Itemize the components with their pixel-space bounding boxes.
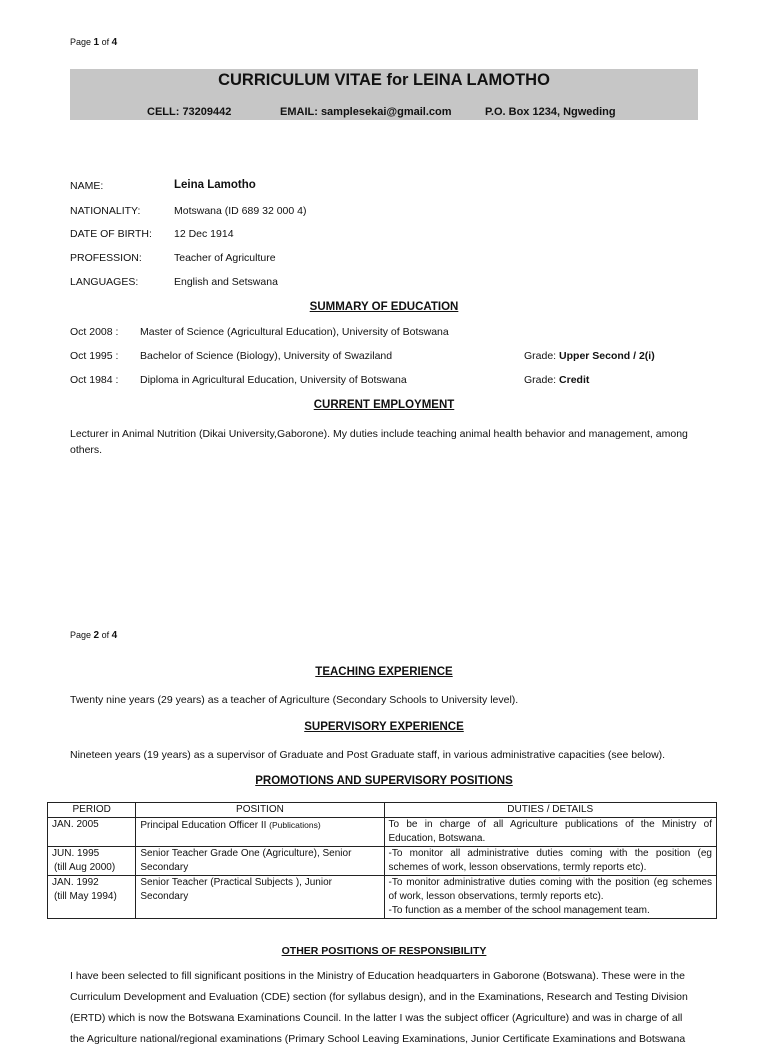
languages-value: English and Setswana bbox=[174, 276, 278, 288]
name-value: Leina Lamotho bbox=[174, 179, 256, 191]
other-positions-text: I have been selected to fill significant positions in the Ministry of Education headquarters in Gaborone (Botswana). These were in the Curriculum Development and Evaluation (CDE) section (for syllabus design), and in the Examinations, Research and Testing Division (ERTD) which is now the Botswana Examinations Council. In the latter I was the subject officer (Agriculture) and was in charge of all the Agriculture national/regional examinations (Primary School Leaving Examinations, Junior Certificate Examinations and Botswana bbox=[70, 970, 688, 1045]
education-date: Oct 1995 : bbox=[70, 350, 119, 362]
page-number-2: Page 2 of 4 bbox=[70, 630, 118, 641]
supervisory-heading: SUPERVISORY EXPERIENCE bbox=[304, 721, 464, 733]
education-date: Oct 1984 : bbox=[70, 374, 119, 386]
page-number-1: Page 1 of 4 bbox=[70, 37, 118, 48]
period-cell: JUN. 1995 (till Aug 2000) bbox=[48, 847, 136, 876]
nationality-value: Motswana (ID 689 32 000 4) bbox=[174, 205, 307, 217]
employment-text: Lecturer in Animal Nutrition (Dikai University,Gaborone). My duties include teaching animal health behavior and management, among others. bbox=[70, 428, 688, 456]
supervisory-text: Nineteen years (19 years) as a supervisor of Graduate and Post Graduate staff, in various administrative capacities (see below). bbox=[70, 749, 666, 761]
column-header-period: PERIOD bbox=[48, 803, 136, 818]
period-cell: JAN. 1992 (till May 1994) bbox=[48, 876, 136, 919]
column-header-position: POSITION bbox=[136, 803, 384, 818]
languages-label: LANGUAGES: bbox=[70, 276, 139, 288]
table-row bbox=[48, 818, 717, 847]
dob-value: 12 Dec 1914 bbox=[174, 228, 234, 240]
position-cell: Senior Teacher (Practical Subjects ), Junior Secondary bbox=[136, 876, 384, 919]
promotions-heading: PROMOTIONS AND SUPERVISORY POSITIONS bbox=[255, 775, 513, 787]
duties-cell: -To monitor all administrative duties coming with the position (eg schemes of work, lesson observations, termly reports etc). bbox=[384, 847, 717, 876]
period-cell: JAN. 2005 bbox=[48, 818, 136, 847]
education-heading: SUMMARY OF EDUCATION bbox=[309, 301, 459, 313]
duties-cell: -To monitor administrative duties coming with the position (eg schemes of work, lesson observations, termly reports etc). -To function as a member of the school management team. bbox=[384, 876, 717, 919]
profession-label: PROFESSION: bbox=[70, 252, 142, 264]
postal-address: P.O. Box 1234, Ngweding bbox=[485, 106, 616, 118]
education-description: Diploma in Agricultural Education, University of Botswana bbox=[140, 374, 407, 386]
teaching-heading: TEACHING EXPERIENCE bbox=[315, 666, 453, 678]
employment-heading: CURRENT EMPLOYMENT bbox=[313, 399, 455, 411]
dob-label: DATE OF BIRTH: bbox=[70, 228, 152, 240]
nationality-label: NATIONALITY: bbox=[70, 205, 141, 217]
education-grade: Grade: Upper Second / 2(i) bbox=[524, 350, 655, 362]
education-date: Oct 2008 : bbox=[70, 326, 119, 338]
profession-value: Teacher of Agriculture bbox=[174, 252, 276, 264]
cv-title: CURRICULUM VITAE for LEINA LAMOTHO bbox=[218, 71, 550, 89]
other-positions-heading: OTHER POSITIONS OF RESPONSIBILITY bbox=[281, 945, 487, 957]
teaching-text: Twenty nine years (29 years) as a teacher of Agriculture (Secondary Schools to University level). bbox=[70, 694, 519, 706]
position-cell: Principal Education Officer II (Publications) bbox=[136, 818, 384, 847]
promotions-table bbox=[47, 802, 717, 919]
position-cell: Senior Teacher Grade One (Agriculture), Senior Secondary bbox=[136, 847, 384, 876]
education-description: Master of Science (Agricultural Education), University of Botswana bbox=[140, 326, 449, 338]
table-row bbox=[48, 847, 717, 876]
table-header-row bbox=[48, 803, 717, 818]
duties-cell: To be in charge of all Agriculture publications of the Ministry of Education, Botswana. bbox=[384, 818, 717, 847]
cv-header bbox=[70, 69, 698, 120]
education-description: Bachelor of Science (Biology), University of Swaziland bbox=[140, 350, 393, 362]
email-address: EMAIL: samplesekai@gmail.com bbox=[280, 106, 452, 118]
column-header-duties: DUTIES / DETAILS bbox=[384, 803, 717, 818]
table-row bbox=[48, 876, 717, 919]
cell-number: CELL: 73209442 bbox=[147, 106, 232, 118]
name-label: NAME: bbox=[70, 180, 104, 192]
education-grade: Grade: Credit bbox=[524, 374, 590, 386]
